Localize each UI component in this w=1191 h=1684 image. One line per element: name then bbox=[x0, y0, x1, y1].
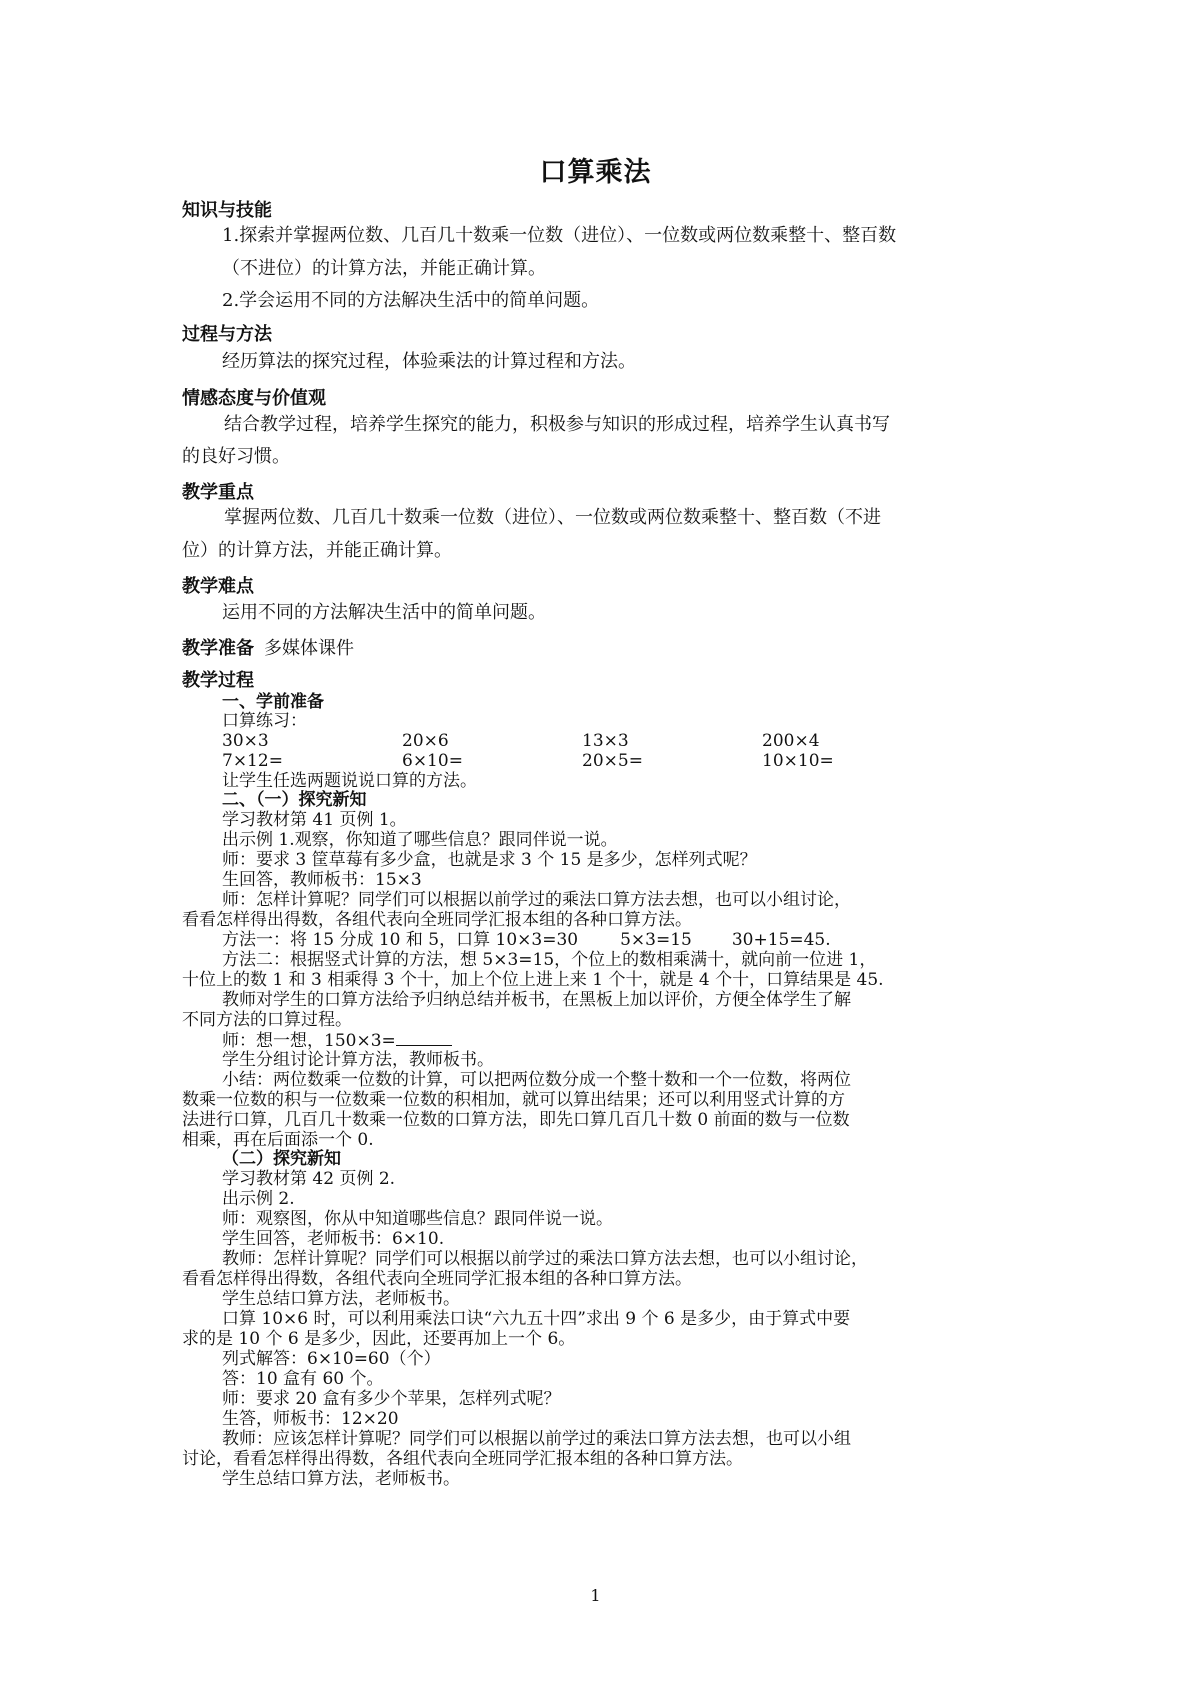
body-line: 小结：两位数乘一位数的计算，可以把两位数分成一个整十数和一个一位数，将两位 bbox=[222, 1070, 851, 1090]
body-line: 学生分组讨论计算方法，教师板书。 bbox=[222, 1050, 494, 1070]
key-line-1: 掌握两位数、几百几十数乘一位数（进位）、一位数或两位数乘整十、整百数（不进 bbox=[224, 507, 881, 528]
body-line: 十位上的数 1 和 3 相乘得 3 个十，加上个位上进上来 1 个十，就是 4 个十，口算结果是 45. bbox=[182, 970, 884, 990]
body-line: 学生总结口算方法，老师板书。 bbox=[222, 1289, 460, 1309]
body-line: 生答，师板书：12×20 bbox=[222, 1409, 399, 1429]
body-line: 教师：怎样计算呢？同学们可以根据以前学过的乘法口算方法去想，也可以小组讨论， bbox=[222, 1249, 868, 1269]
emotion-line-1: 结合教学过程，培养学生探究的能力，积极参与知识的形成过程，培养学生认真书写 bbox=[224, 414, 890, 435]
body-line: 出示例 1.观察，你知道了哪些信息？跟同伴说一说。 bbox=[222, 830, 618, 850]
body-line: 学习教材第 42 页例 2. bbox=[222, 1169, 396, 1189]
exercise-row-1 bbox=[222, 732, 922, 751]
exercise-item: 20×6 bbox=[402, 731, 449, 751]
body-line: 师：要求 3 筐草莓有多少盒，也就是求 3 个 15 是多少，怎样列式呢？ bbox=[222, 850, 757, 870]
heading-process: 过程与方法 bbox=[182, 324, 272, 345]
body-line: 求的是 10 个 6 是多少，因此，还要再加上一个 6。 bbox=[182, 1329, 576, 1349]
think-question: 师：想一想，150×3= bbox=[222, 1031, 396, 1051]
body-line: 师：要求 20 盒有多少个苹果，怎样列式呢？ bbox=[222, 1389, 561, 1409]
body-line: 师：怎样计算呢？同学们可以根据以前学过的乘法口算方法去想，也可以小组讨论， bbox=[222, 890, 851, 910]
body-line: 口算 10×6 时，可以利用乘法口诀“六九五十四”求出 9 个 6 是多少，由于算式中要 bbox=[222, 1309, 851, 1329]
body-line: 看看怎样得出得数，各组代表向全班同学汇报本组的各种口算方法。 bbox=[182, 1269, 692, 1289]
page-number: 1 bbox=[590, 1586, 601, 1605]
body-line: 不同方法的口算过程。 bbox=[182, 1010, 352, 1030]
think-line bbox=[222, 1031, 452, 1051]
part2-title: 二、（一）探究新知 bbox=[222, 790, 367, 810]
exercise-item: 6×10= bbox=[402, 751, 463, 771]
preparation-label: 教学准备 bbox=[182, 638, 254, 659]
exercise-item: 10×10= bbox=[762, 751, 834, 771]
body-line: 学习教材第 41 页例 1。 bbox=[222, 810, 407, 830]
method-one-a: 方法一：将 15 分成 10 和 5，口算 10×3=30 bbox=[222, 930, 579, 950]
heading-difficulty: 教学难点 bbox=[182, 576, 254, 597]
part3-title: （二）探究新知 bbox=[222, 1149, 341, 1169]
heading-emotion: 情感态度与价值观 bbox=[182, 388, 326, 409]
exercise-item: 13×3 bbox=[582, 731, 629, 751]
difficulty-line-1: 运用不同的方法解决生活中的简单问题。 bbox=[222, 602, 546, 623]
method-one-c: 30+15=45. bbox=[731, 930, 831, 950]
answer-blank bbox=[396, 1031, 452, 1046]
body-line: 生回答，教师板书：15×3 bbox=[222, 870, 422, 890]
knowledge-line-3: 2.学会运用不同的方法解决生活中的简单问题。 bbox=[222, 290, 600, 311]
exercise-row-2 bbox=[222, 752, 922, 771]
preparation-value: 多媒体课件 bbox=[264, 638, 354, 659]
body-line: 教师对学生的口算方法给予归纳总结并板书，在黑板上加以评价，方便全体学生了解 bbox=[222, 990, 851, 1010]
heading-preparation bbox=[182, 634, 354, 660]
exercise-item: 30×3 bbox=[222, 731, 269, 751]
body-line: 法进行口算，几百几十数乘一位数的口算方法，即先口算几百几十数 0 前面的数与一位数 bbox=[182, 1110, 850, 1130]
method-one-line bbox=[222, 931, 831, 950]
emotion-line-2: 的良好习惯。 bbox=[182, 446, 290, 467]
body-line: 讨论，看看怎样得出得数，各组代表向全班同学汇报本组的各种口算方法。 bbox=[182, 1449, 743, 1469]
body-line: 答：10 盒有 60 个。 bbox=[222, 1369, 384, 1389]
oral-practice-label: 口算练习： bbox=[222, 711, 307, 731]
body-line: 教师：应该怎样计算呢？同学们可以根据以前学过的乘法口算方法去想，也可以小组 bbox=[222, 1429, 851, 1449]
exercise-item: 200×4 bbox=[762, 731, 820, 751]
page-title: 口算乘法 bbox=[539, 157, 652, 188]
heading-knowledge: 知识与技能 bbox=[182, 200, 272, 221]
body-line: 学生回答，老师板书：6×10. bbox=[222, 1229, 445, 1249]
process-line-1: 经历算法的探究过程，体验乘法的计算过程和方法。 bbox=[222, 351, 636, 372]
part1-title: 一、学前准备 bbox=[222, 692, 324, 712]
body-line: 看看怎样得出得数，各组代表向全班同学汇报本组的各种口算方法。 bbox=[182, 910, 692, 930]
heading-key-points: 教学重点 bbox=[182, 482, 254, 503]
body-line: 数乘一位数的积与一位数乘一位数的积相加，就可以算出结果；还可以利用竖式计算的方 bbox=[182, 1090, 845, 1110]
body-line: 让学生任选两题说说口算的方法。 bbox=[222, 771, 477, 791]
method-one-b: 5×3=15 bbox=[620, 930, 692, 950]
body-line: 出示例 2. bbox=[222, 1189, 295, 1209]
body-line: 师：观察图，你从中知道哪些信息？跟同伴说一说。 bbox=[222, 1209, 613, 1229]
knowledge-line-1: 1.探索并掌握两位数、几百几十数乘一位数（进位）、一位数或两位数乘整十、整百数 bbox=[222, 225, 897, 246]
exercise-item: 7×12= bbox=[222, 751, 283, 771]
body-line: 相乘，再在后面添一个 0. bbox=[182, 1130, 374, 1150]
body-line: 方法二：根据竖式计算的方法，想 5×3=15，个位上的数相乘满十，就向前一位进 1， bbox=[222, 950, 877, 970]
knowledge-line-2: （不进位）的计算方法，并能正确计算。 bbox=[222, 258, 546, 279]
exercise-item: 20×5= bbox=[582, 751, 643, 771]
body-line: 列式解答：6×10=60（个） bbox=[222, 1349, 441, 1369]
key-line-2: 位）的计算方法，并能正确计算。 bbox=[182, 540, 452, 561]
heading-procedure: 教学过程 bbox=[182, 670, 254, 691]
body-line: 学生总结口算方法，老师板书。 bbox=[222, 1469, 460, 1489]
